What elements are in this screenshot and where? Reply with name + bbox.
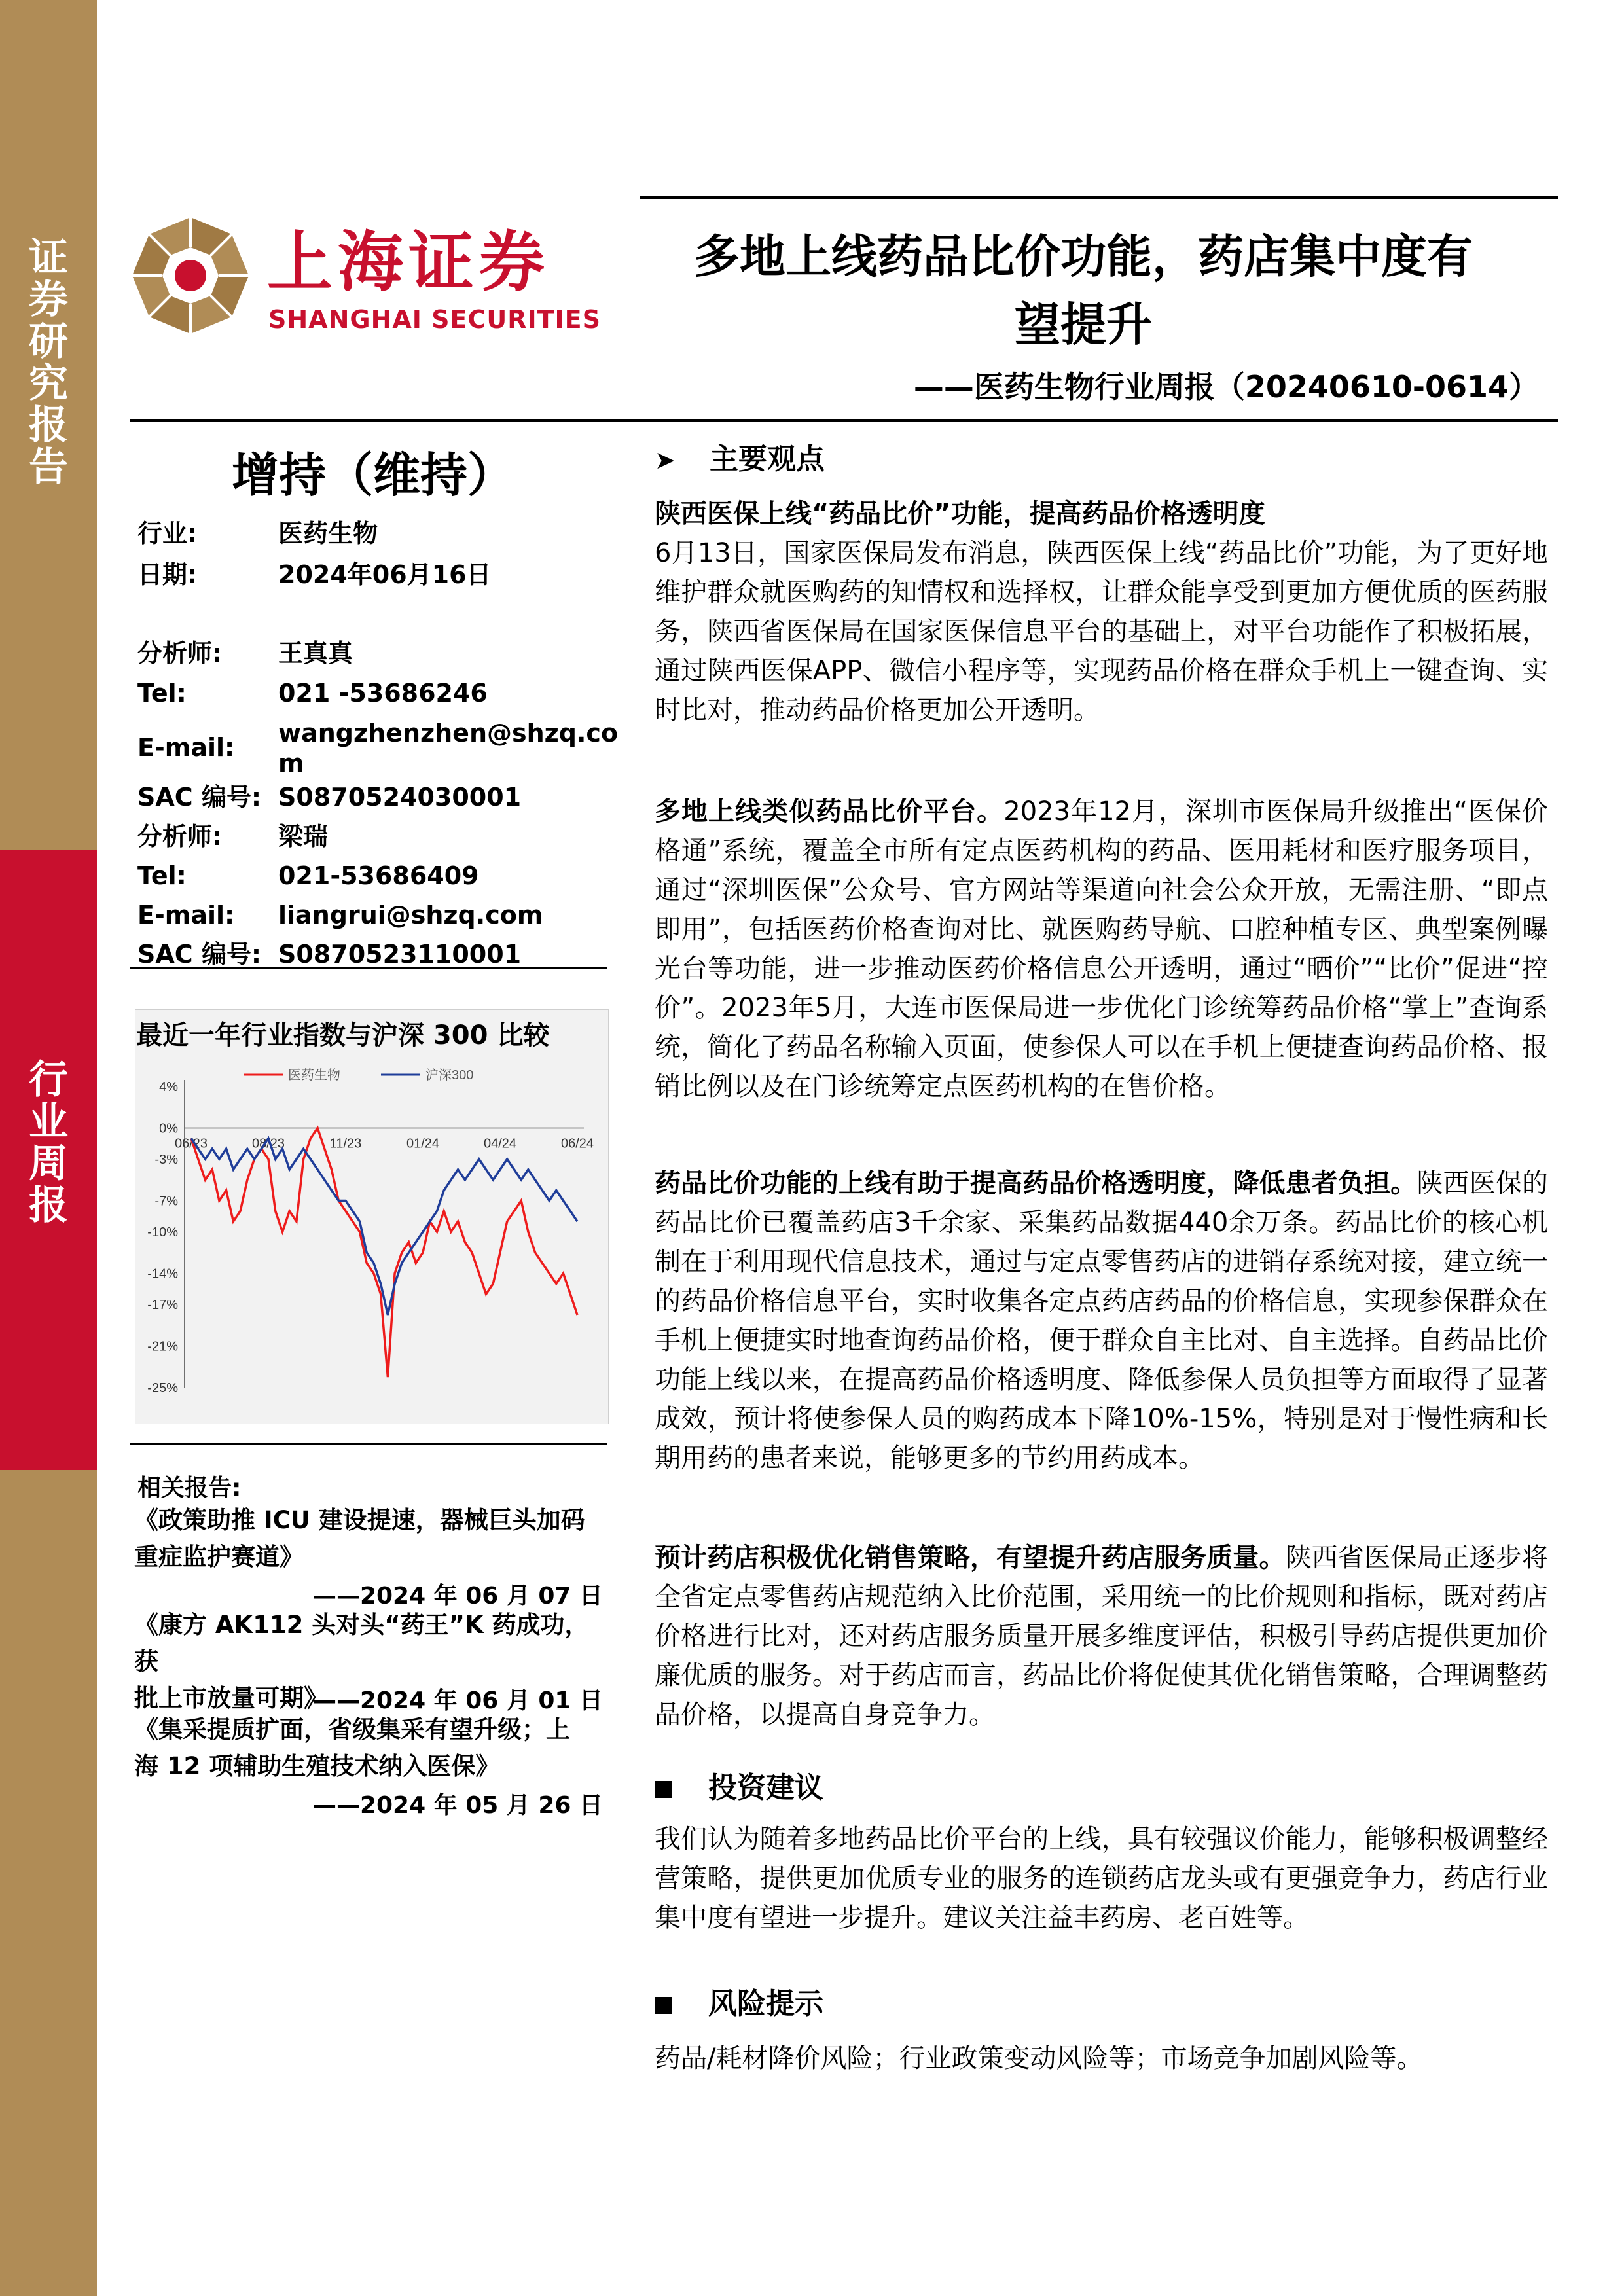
date-value: 2024年06月16日 — [278, 560, 492, 589]
logo-name-cn: 上海证券 — [267, 224, 550, 300]
paragraph-3 — [655, 1164, 1548, 1478]
risk-heading-text: 风险提示 — [708, 1987, 823, 2020]
paragraph-2-body: 2023年12月，深圳市医保局升级推出“医保价格通”系统，覆盖全市所有定点医药机构的药品、医用耗材和医疗服务项目，通过“深圳医保”公众号、官方网站等渠道向社会公众开放，无需注册、“即点即用”，包括医药价格查询对比、就医购药导航、口腔种植专区、典型案例曝光台等功能，进一步推动医药价格信息公开透明，通过“晒价”“比价”促进“控价”。2023年5月，大连市医保局进一步优化门诊统筹药品价格“掌上”查询系统，简化了药品名称输入页面，使参保人可以在手机上便捷查询药品价格、报销比例以及在门诊统筹定点医药机构的在售价格。 — [655, 797, 1549, 1102]
y-tick-label: -3% — [154, 1153, 178, 1168]
y-tick-label: -7% — [154, 1194, 178, 1209]
tel1-value: 021 -53686246 — [278, 679, 488, 708]
paragraph-3-lead: 药品比价功能的上线有助于提高药品价格透明度，降低患者负担。 — [655, 1168, 1417, 1198]
investment-heading-text: 投资建议 — [708, 1771, 823, 1804]
logo-emblem-icon — [130, 215, 251, 336]
analyst1-label: 分析师: — [137, 639, 223, 668]
tel2-value: 021-53686409 — [278, 861, 479, 890]
square-bullet-icon — [655, 1781, 672, 1798]
key-points-heading — [655, 435, 825, 477]
top-rule — [640, 196, 1558, 199]
email1-value-line1: wangzhenzhen@shzq.co — [278, 719, 619, 747]
analyst1-name: 王真真 — [278, 639, 353, 668]
paragraph-4-lead: 预计药店积极优化销售策略，有望提升药店服务质量。 — [655, 1543, 1286, 1573]
related-report-2-line1: 《康方 AK112 头对头“药王”K 药成功，获 — [134, 1611, 589, 1676]
x-tick-label: 04/24 — [483, 1136, 517, 1151]
related-report-1[interactable] — [134, 1502, 605, 1575]
analyst2-label: 分析师: — [137, 822, 223, 851]
left-chart-rule — [130, 1443, 607, 1445]
email1-value[interactable] — [278, 718, 618, 778]
email2-label: E-mail: — [137, 901, 235, 929]
y-tick-label: -10% — [147, 1225, 178, 1240]
related-report-1-line2: 重症监护赛道》 — [134, 1543, 304, 1571]
square-bullet-icon — [655, 1997, 672, 2014]
report-subtitle: ——医药生物行业周报（20240610-0614） — [913, 369, 1539, 404]
logo-name-en: SHANGHAI SECURITIES — [268, 305, 602, 334]
y-tick-label: -25% — [147, 1381, 178, 1395]
x-tick-label: 11/23 — [329, 1136, 362, 1151]
industry-label: 行业: — [137, 519, 198, 548]
sac2-label: SAC 编号: — [137, 940, 262, 969]
report-title-line1: 多地上线药品比价功能，药店集中度有 — [694, 230, 1473, 283]
y-tick-label: -21% — [147, 1339, 178, 1354]
tel1-label: Tel: — [137, 679, 187, 708]
rating: 增持（维持） — [231, 448, 514, 503]
paragraph-1-body: 6月13日，国家医保局发布消息，陕西医保上线“药品比价”功能，为了更好地维护群众就医购药的知情权和选择权，让群众能享受到更加方便优质的医药服务，陕西省医保局在国家医保信息平台的基础上，对平台功能作了积极拓展，通过陕西医保APP、微信小程序等，实现药品价格在群众手机上一键查询、实时比对，推动药品价格更加公开透明。 — [655, 538, 1548, 725]
series-line-pharma — [191, 1128, 577, 1377]
related-report-3[interactable] — [134, 1712, 605, 1785]
paragraph-2 — [655, 792, 1548, 1106]
paragraph-4-body: 陕西省医保局正逐步将全省定点零售药店规范纳入比价范围，采用统一的比价规则和指标，既对药店价格进行比对，还对药店服务质量开展多维度评估，积极引导药店提供更加价廉优质的服务。对于药店而言，药品比价将促使其优化销售策略，合理调整药品价格，以提高自身竞争力。 — [655, 1543, 1549, 1730]
paragraph-1-title: 陕西医保上线“药品比价”功能，提高药品价格透明度 — [655, 499, 1265, 529]
y-tick-label: 4% — [159, 1080, 178, 1094]
report-title-line2: 望提升 — [1015, 298, 1152, 351]
header-rule — [130, 419, 1558, 422]
paragraph-1 — [655, 494, 1548, 730]
x-tick-label: 06/24 — [560, 1136, 594, 1151]
related-report-2-date: ——2024 年 06 月 01 日 — [312, 1687, 603, 1714]
sac2-value: S0870523110001 — [278, 940, 522, 969]
tel2-label: Tel: — [137, 861, 187, 890]
analyst2-name: 梁瑞 — [278, 822, 329, 851]
chevron-right-icon: ➤ — [655, 446, 676, 475]
y-tick-label: 0% — [159, 1121, 178, 1136]
series-line-csi300 — [191, 1138, 577, 1315]
x-tick-label: 06/23 — [174, 1136, 208, 1151]
key-points-heading-text: 主要观点 — [709, 442, 825, 476]
report-title — [645, 223, 1522, 359]
sac1-label: SAC 编号: — [137, 783, 262, 812]
company-logo — [130, 215, 602, 339]
paragraph-2-lead: 多地上线类似药品比价平台。 — [655, 797, 1004, 827]
sac1-value: S0870524030001 — [278, 783, 522, 812]
side-label-weekly: 行 业 周 报 — [29, 1057, 68, 1229]
chart-title: 最近一年行业指数与沪深 300 比较 — [136, 1020, 550, 1050]
y-tick-label: -14% — [147, 1266, 178, 1282]
related-report-3-date: ——2024 年 05 月 26 日 — [312, 1792, 603, 1819]
date-label: 日期: — [137, 560, 198, 589]
paragraph-4 — [655, 1538, 1548, 1734]
investment-heading — [655, 1764, 823, 1806]
email1-label: E-mail: — [137, 733, 235, 762]
index-comparison-chart — [139, 1060, 597, 1407]
x-tick-label: 08/23 — [251, 1136, 285, 1151]
side-label-report-type: 证 券 研 究 报 告 — [29, 235, 68, 490]
related-report-3-line2: 海 12 项辅助生殖技术纳入医保》 — [134, 1752, 500, 1780]
related-report-1-line1: 《政策助推 ICU 建设提速，器械巨头加码 — [134, 1506, 585, 1534]
risk-paragraph: 药品/耗材降价风险；行业政策变动风险等；市场竞争加剧风险等。 — [655, 2043, 1423, 2073]
industry-value: 医药生物 — [278, 519, 378, 548]
related-report-3-line1: 《集采提质扩面，省级集采有望升级；上 — [134, 1715, 570, 1744]
legend-label-pharma: 医药生物 — [288, 1068, 340, 1083]
investment-paragraph: 我们认为随着多地药品比价平台的上线，具有较强议价能力，能够积极调整经营策略，提供更加优质专业的服务的连锁药店龙头或有更强竞争力，药店行业集中度有望进一步提升。建议关注益丰药房、老百姓等。 — [655, 1824, 1548, 1933]
legend-label-csi300: 沪深300 — [425, 1068, 474, 1083]
email2-value[interactable]: liangrui@shzq.com — [278, 901, 543, 929]
email1-value-line2: m — [278, 749, 304, 778]
paragraph-3-body: 陕西医保的药品比价已覆盖药店3千余家、采集药品数据440余万条。药品比价的核心机制在于利用现代信息技术，通过与定点零售药店的进销存系统对接，建立统一的药品价格信息平台，实时收集各定点药店药品的价格信息，实现参保群众在手机上便捷实时地查询药品价格，便于群众自主比对、自主选择。自药品比价功能上线以来，在提高药品价格透明度、降低参保人员负担等方面取得了显著成效，预计将使参保人员的购药成本下降10%-15%，特别是对于慢性病和长期用药的患者来说，能够更多的节约用药成本。 — [655, 1168, 1549, 1473]
risk-heading — [655, 1980, 823, 2022]
y-tick-label: -17% — [147, 1298, 178, 1313]
x-tick-label: 01/24 — [406, 1136, 440, 1151]
related-report-1-date: ——2024 年 06 月 07 日 — [312, 1583, 603, 1609]
related-report-2-line2: 批上市放量可期》 — [134, 1684, 328, 1712]
related-reports-heading: 相关报告: — [137, 1475, 242, 1501]
